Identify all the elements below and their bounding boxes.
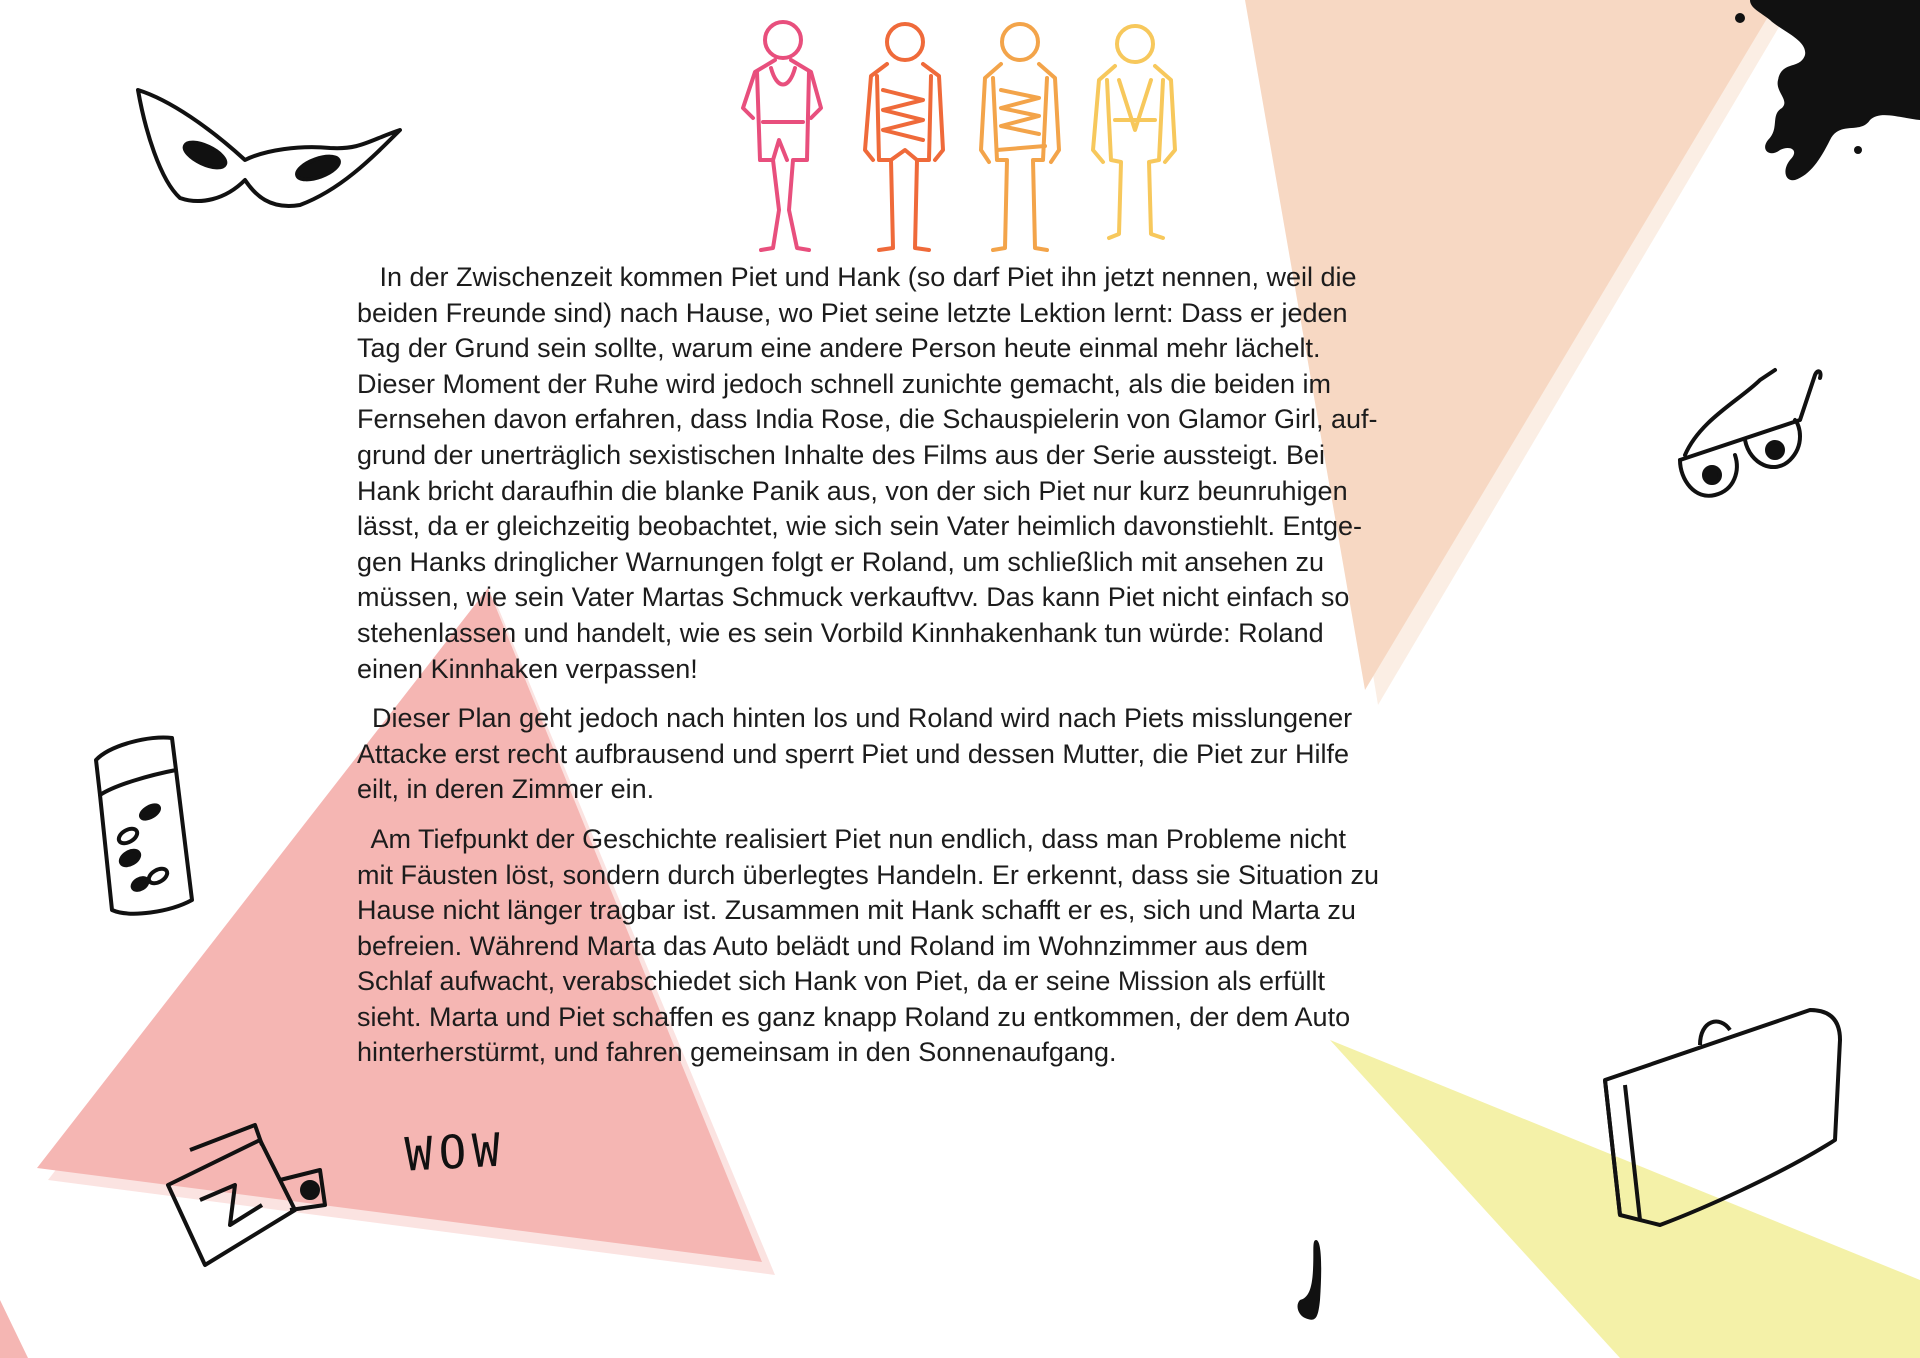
- paragraph: [357, 701, 1567, 808]
- mask-icon: [138, 90, 400, 206]
- text-line: lässt, da er gleichzeitig beobachtet, wie sich sein Vater heimlich davonstiehlt. Entge-: [357, 511, 1363, 542]
- camera-icon: [168, 1125, 325, 1265]
- text-line: gen Hanks dringlicher Warnungen folgt er Roland, um schließlich mit ansehen zu: [357, 546, 1324, 577]
- text-line: hinterherstürmt, und fahren gemeinsam in den Sonnenaufgang.: [357, 1037, 1117, 1068]
- text-line: befreien. Während Marta das Auto belädt und Roland im Wohnzimmer aus dem: [357, 930, 1308, 961]
- text-line: Dieser Moment der Ruhe wird jedoch schnell zunichte gemacht, als die beiden im: [357, 368, 1331, 399]
- ink-drip-icon: [1298, 1240, 1322, 1320]
- text-line: Am Tiefpunkt der Geschichte realisiert Piet nun endlich, dass man Probleme nicht: [357, 823, 1346, 854]
- paragraph: [357, 822, 1567, 1071]
- text-line: müssen, wie sein Vater Martas Schmuck verkauftvv. Das kann Piet nicht einfach so: [357, 582, 1350, 613]
- text-line: Hause nicht länger tragbar ist. Zusammen mit Hank schafft er es, sich und Marta zu: [357, 895, 1356, 926]
- story-text: [357, 260, 1567, 1085]
- text-line: In der Zwischenzeit kommen Piet und Hank (so darf Piet ihn jetzt nennen, weil die: [357, 262, 1357, 292]
- paragraph: [357, 260, 1567, 687]
- pill-bottle-icon: [96, 737, 192, 913]
- sunglasses-icon: [1680, 370, 1821, 496]
- text-line: Fernsehen davon erfahren, dass India Rose, die Schauspielerin von Glamor Girl, auf-: [357, 404, 1378, 435]
- figure-icon: [743, 22, 821, 250]
- text-line: Hank bricht daraufhin die blanke Panik aus, von der sich Piet nur kurz beunruhigen: [357, 475, 1348, 506]
- text-line: einen Kinnhaken verpassen!: [357, 653, 698, 684]
- text-line: stehenlassen und handelt, wie es sein Vorbild Kinnhakenhank tun würde: Roland: [357, 617, 1324, 648]
- text-line: mit Fäusten löst, sondern durch überlegtes Handeln. Er erkennt, dass sie Situation zu: [357, 859, 1380, 890]
- text-line: eilt, in deren Zimmer ein.: [357, 774, 655, 805]
- text-line: beiden Freunde sind) nach Hause, wo Piet seine letzte Lektion lernt: Dass er jeden: [357, 297, 1348, 328]
- figure-group: [715, 10, 1185, 260]
- text-line: grund der unerträglich sexistischen Inhalte des Films aus der Serie aussteigt. Bei: [357, 439, 1325, 470]
- ink-blot-icon: [1735, 0, 1920, 180]
- suitcase-icon: [1605, 1010, 1840, 1225]
- wow-handwriting: WOW: [403, 1122, 508, 1182]
- text-line: Tag der Grund sein sollte, warum eine andere Person heute einmal mehr lächelt.: [357, 333, 1321, 364]
- figure-icon: [981, 24, 1059, 250]
- text-line: Dieser Plan geht jedoch nach hinten los und Roland wird nach Piets misslungener: [357, 703, 1353, 734]
- figure-icon: [1093, 26, 1175, 238]
- text-line: sieht. Marta und Piet schaffen es ganz knapp Roland zu entkommen, der dem Auto: [357, 1001, 1351, 1032]
- text-line: Attacke erst recht aufbrausend und sperrt Piet und dessen Mutter, die Piet zur Hilfe: [357, 738, 1350, 769]
- figure-icon: [865, 24, 943, 250]
- text-line: Schlaf aufwacht, verabschiedet sich Hank von Piet, da er seine Mission als erfüllt: [357, 966, 1325, 997]
